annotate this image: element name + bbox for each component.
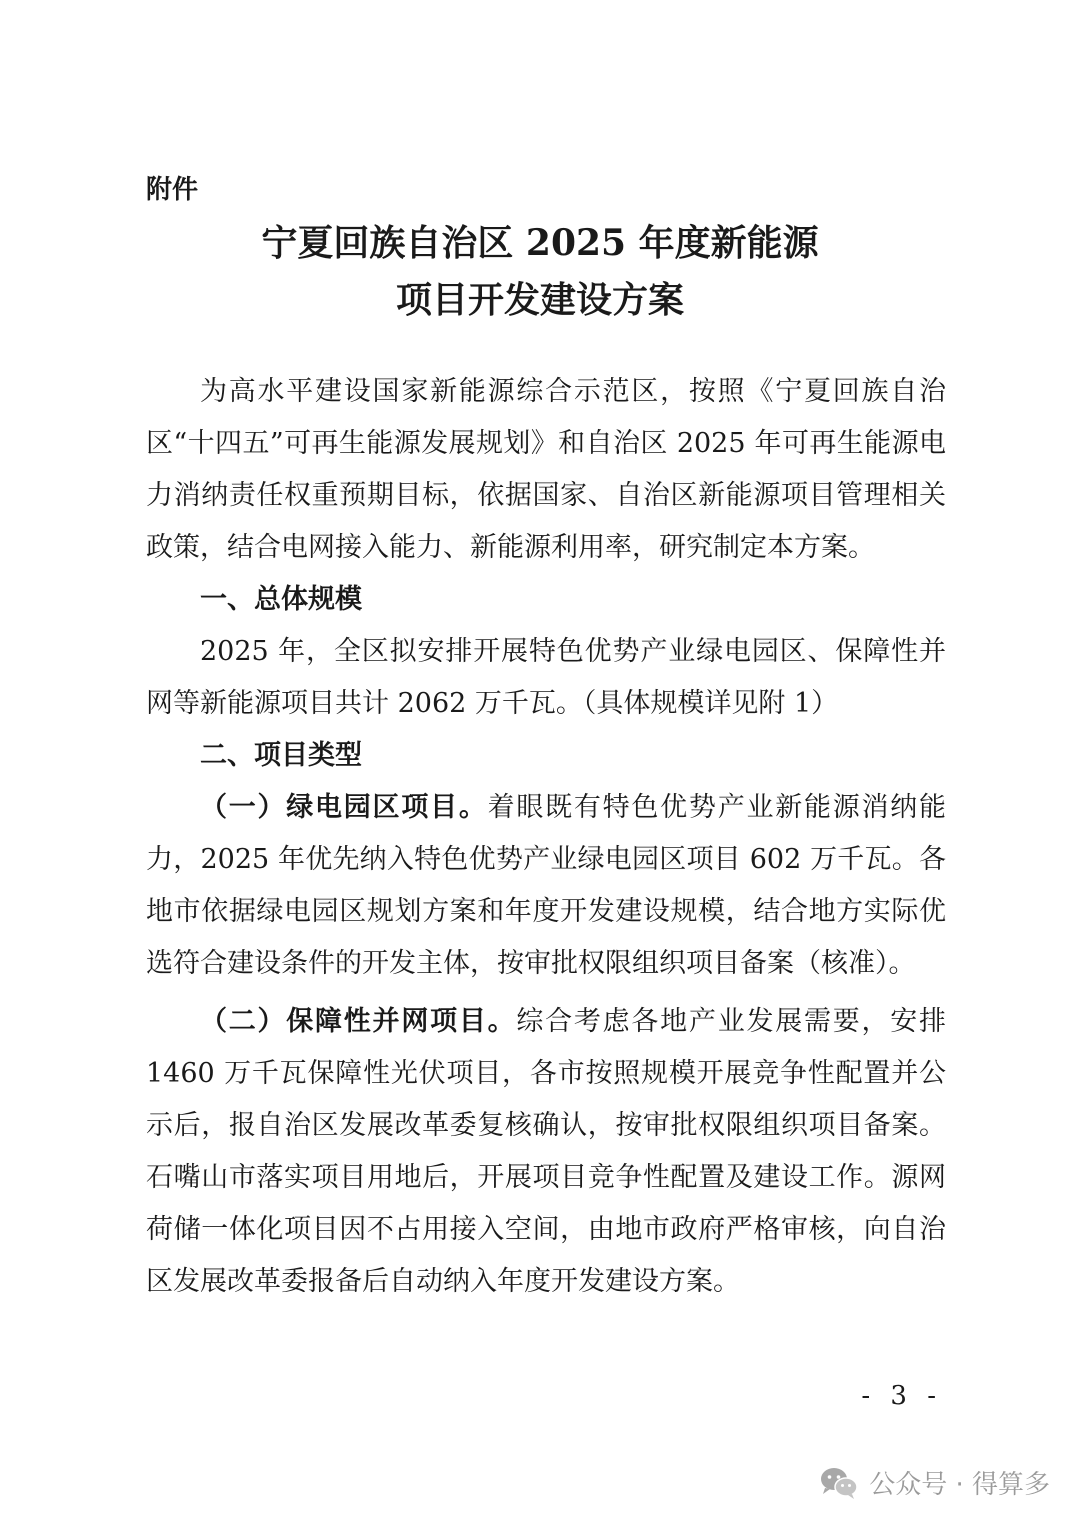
item-2-title: （二）保障性并网项目。 [200, 1006, 517, 1037]
document-title-line-1: 宁夏回族自治区 2025 年度新能源 [261, 222, 819, 264]
item-2-text: 综合考虑各地产业发展需要，安排 1460 万千瓦保障性光伏项目，各市按照规模开展竞争性配置并公示后，报自治区发展改革委复核确认，按审批权限组织项目备案。石嘴山市落实项目用地后，开展项目竞争性配置及建设工作。源网荷储一体化项目因不占用接入空间，由地市政府严格审核，向自治区发展改革委报备后自动纳入年度开发建设方案。 [146, 1006, 947, 1297]
section-1-paragraph: 2025 年，全区拟安排开展特色优势产业绿电园区、保障性并网等新能源项目共计 2062 万千瓦。（具体规模详见附 1） [146, 636, 946, 719]
item-1-title: （一）绿电园区项目。 [200, 792, 488, 823]
document-title-line-2: 项目开发建设方案 [395, 279, 684, 321]
section-2-item-2 [146, 996, 946, 1308]
item-1-text: 着眼既有特色优势产业新能源消纳能力，2025 年优先纳入特色优势产业绿电园区项目 602 万千瓦。各地市依据绿电园区规划方案和年度开发建设规模，结合地方实际优选符合建设条件的开发主体，按审批权限组织项目备案（核准）。 [146, 792, 947, 979]
attachment-label: 附件 [146, 175, 199, 205]
page-number: - 3 - [861, 1381, 942, 1411]
document-body [146, 366, 946, 1308]
watermark [819, 1464, 1050, 1501]
watermark-text: 公众号 · 得算多 [869, 1470, 1050, 1500]
section-1-heading: 一、总体规模 [200, 584, 362, 615]
section-2-heading: 二、项目类型 [200, 740, 362, 771]
wechat-icon [819, 1466, 859, 1500]
section-2-item-1 [146, 782, 946, 990]
intro-paragraph: 为高水平建设国家新能源综合示范区，按照《宁夏回族自治区“十四五”可再生能源发展规划》和自治区 2025 年可再生能源电力消纳责任权重预期目标，依据国家、自治区新能源项目管理相关政策，结合电网接入能力、新能源利用率，研究制定本方案。 [146, 376, 946, 563]
